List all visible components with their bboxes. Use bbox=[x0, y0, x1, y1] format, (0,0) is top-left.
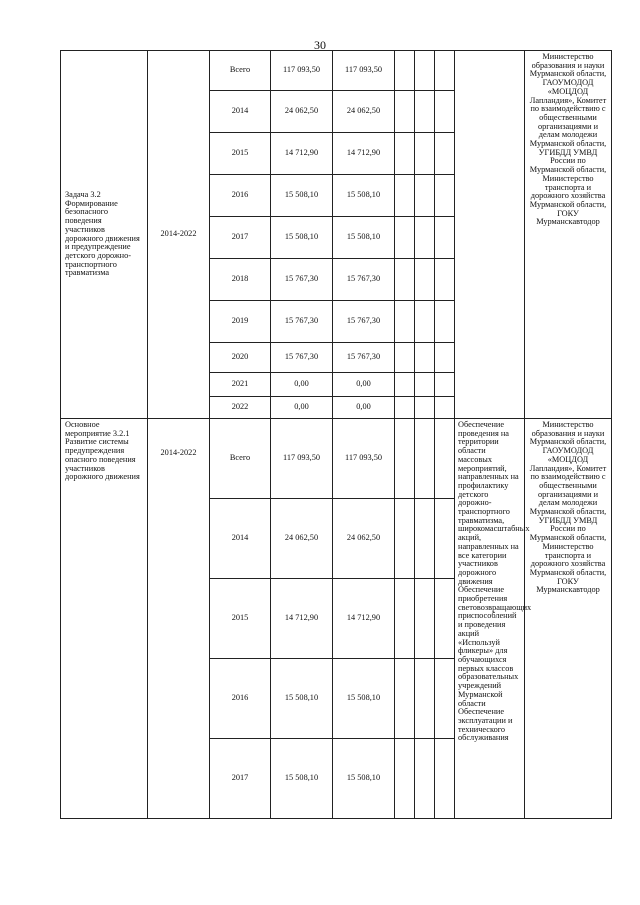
table-row bbox=[61, 419, 612, 499]
value-cell: 24 062,50 bbox=[333, 91, 395, 133]
empty-cell bbox=[395, 91, 415, 133]
empty-cell bbox=[415, 579, 435, 659]
empty-cell bbox=[415, 51, 435, 91]
empty-cell bbox=[395, 659, 415, 739]
value-cell: 15 767,30 bbox=[333, 301, 395, 343]
empty-cell bbox=[435, 175, 455, 217]
value-cell: 15 767,30 bbox=[333, 343, 395, 373]
value-cell: 14 712,90 bbox=[333, 579, 395, 659]
year-cell: 2015 bbox=[210, 579, 271, 659]
empty-cell bbox=[395, 343, 415, 373]
empty-cell bbox=[415, 217, 435, 259]
empty-cell bbox=[435, 579, 455, 659]
empty-cell bbox=[415, 397, 435, 419]
empty-cell bbox=[395, 217, 415, 259]
value-cell: 15 508,10 bbox=[333, 217, 395, 259]
empty-cell bbox=[395, 133, 415, 175]
empty-cell bbox=[415, 499, 435, 579]
total-cell: 117 093,50 bbox=[271, 419, 333, 499]
empty-cell bbox=[415, 659, 435, 739]
year-cell: 2017 bbox=[210, 217, 271, 259]
empty-cell bbox=[395, 739, 415, 819]
empty-cell bbox=[395, 373, 415, 397]
value-cell: 117 093,50 bbox=[333, 419, 395, 499]
empty-cell bbox=[415, 301, 435, 343]
total-cell: 14 712,90 bbox=[271, 579, 333, 659]
value-cell: 117 093,50 bbox=[333, 51, 395, 91]
year-cell: 2019 bbox=[210, 301, 271, 343]
empty-cell bbox=[395, 419, 415, 499]
responsible-cell: Министерство образования и науки Мурманской области, ГАОУМОДОД «МОЦДОД Лапландия», Комитет по взаимодействию с общественными организациями и делам молодежи Мурманской области, УГИБДД УМВД России по Мурманской области, Министерство транспорта и дорожного хозяйства Мурманской области, ГОКУ Мурманскавтодор bbox=[525, 51, 612, 419]
empty-cell bbox=[415, 373, 435, 397]
value-cell: 0,00 bbox=[333, 397, 395, 419]
empty-cell bbox=[435, 51, 455, 91]
empty-cell bbox=[435, 217, 455, 259]
responsible-cell: Министерство образования и науки Мурманской области, ГАОУМОДОД «МОЦДОД Лапландия», Комитет по взаимодействию с общественными организациями и делам молодежи Мурманской области, УГИБДД УМВД России по Мурманской области, Министерство транспорта и дорожного хозяйства Мурманской области, ГОКУ Мурманскавтодор bbox=[525, 419, 612, 819]
total-cell: 0,00 bbox=[271, 373, 333, 397]
year-cell: 2014 bbox=[210, 499, 271, 579]
year-cell: 2014 bbox=[210, 91, 271, 133]
total-cell: 15 508,10 bbox=[271, 659, 333, 739]
value-cell: 15 767,30 bbox=[333, 259, 395, 301]
empty-cell bbox=[435, 259, 455, 301]
year-cell: 2015 bbox=[210, 133, 271, 175]
empty-cell bbox=[435, 739, 455, 819]
total-cell: 15 767,30 bbox=[271, 343, 333, 373]
empty-cell bbox=[395, 397, 415, 419]
empty-cell bbox=[395, 259, 415, 301]
year-cell: 2016 bbox=[210, 175, 271, 217]
empty-cell bbox=[435, 659, 455, 739]
total-cell: 15 508,10 bbox=[271, 217, 333, 259]
value-cell: 24 062,50 bbox=[333, 499, 395, 579]
table-row bbox=[61, 51, 612, 91]
year-cell: 2017 bbox=[210, 739, 271, 819]
empty-cell bbox=[415, 419, 435, 499]
task-cell: Основное мероприятие 3.2.1 Развитие системы предупреждения опасного поведения участников дорожного движения bbox=[61, 419, 148, 819]
empty-cell bbox=[415, 175, 435, 217]
year-cell: Всего bbox=[210, 51, 271, 91]
total-cell: 0,00 bbox=[271, 397, 333, 419]
total-cell: 117 093,50 bbox=[271, 51, 333, 91]
value-cell: 14 712,90 bbox=[333, 133, 395, 175]
empty-cell bbox=[395, 301, 415, 343]
empty-cell bbox=[415, 133, 435, 175]
empty-cell bbox=[415, 343, 435, 373]
total-cell: 24 062,50 bbox=[271, 499, 333, 579]
total-cell: 15 508,10 bbox=[271, 175, 333, 217]
value-cell: 15 508,10 bbox=[333, 739, 395, 819]
year-cell: 2020 bbox=[210, 343, 271, 373]
empty-cell bbox=[435, 419, 455, 499]
empty-cell bbox=[435, 343, 455, 373]
empty-cell bbox=[435, 91, 455, 133]
total-cell: 14 712,90 bbox=[271, 133, 333, 175]
year-cell: 2018 bbox=[210, 259, 271, 301]
value-cell: 0,00 bbox=[333, 373, 395, 397]
total-cell: 24 062,50 bbox=[271, 91, 333, 133]
year-cell: 2016 bbox=[210, 659, 271, 739]
total-cell: 15 767,30 bbox=[271, 259, 333, 301]
empty-cell bbox=[395, 51, 415, 91]
period-cell: 2014-2022 bbox=[148, 51, 210, 419]
page-number: 30 bbox=[314, 38, 326, 52]
value-cell: 15 508,10 bbox=[333, 659, 395, 739]
total-cell: 15 767,30 bbox=[271, 301, 333, 343]
empty-cell bbox=[415, 739, 435, 819]
result-cell bbox=[455, 51, 525, 419]
empty-cell bbox=[395, 579, 415, 659]
year-cell: Всего bbox=[210, 419, 271, 499]
task-cell: Задача 3.2 Формирование безопасного поведения участников дорожного движения и предупреждение детского дорожно-транспортного травматизма bbox=[61, 51, 148, 419]
total-cell: 15 508,10 bbox=[271, 739, 333, 819]
empty-cell bbox=[435, 499, 455, 579]
result-cell: Обеспечение проведения на территории области массовых мероприятий, направленных на профилактику детского дорожно-транспортного травматизма, широкомасштабных акций, направленных на все категории участников дорожного движения Обеспечение приобретения световозвращающих приспособлений и проведения акций «Используй фликеры» для обучающихся первых классов образовательных учреждений Мурманской области Обеспечение эксплуатации и технического обслуживания bbox=[455, 419, 525, 819]
program-table bbox=[60, 50, 612, 819]
empty-cell bbox=[395, 499, 415, 579]
year-cell: 2021 bbox=[210, 373, 271, 397]
empty-cell bbox=[435, 373, 455, 397]
empty-cell bbox=[435, 397, 455, 419]
empty-cell bbox=[435, 133, 455, 175]
period-cell: 2014-2022 bbox=[148, 419, 210, 819]
empty-cell bbox=[435, 301, 455, 343]
empty-cell bbox=[415, 91, 435, 133]
value-cell: 15 508,10 bbox=[333, 175, 395, 217]
empty-cell bbox=[395, 175, 415, 217]
year-cell: 2022 bbox=[210, 397, 271, 419]
empty-cell bbox=[415, 259, 435, 301]
